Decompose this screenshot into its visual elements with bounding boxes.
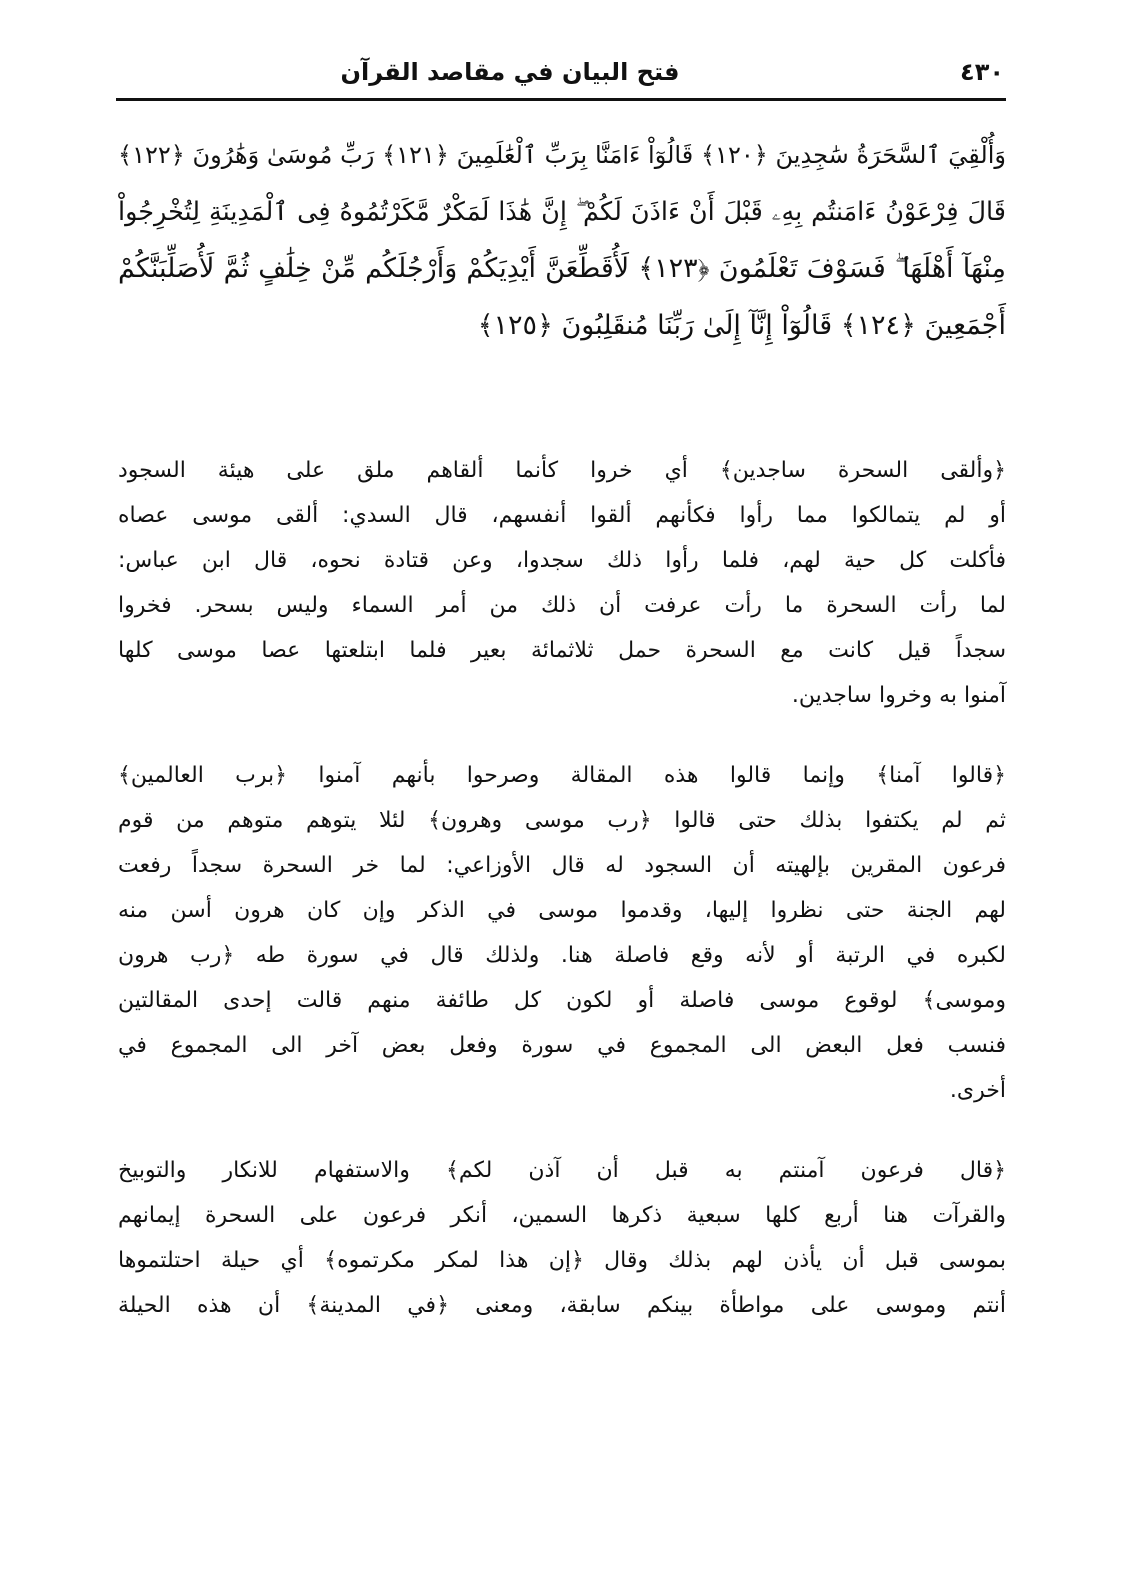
header-rule: [116, 98, 1006, 101]
page-number: ٤٣٠: [960, 58, 1004, 86]
text-line: لهم الجنة حتى نظروا إليها، وقدموا موسى في الذكر وإن كان هرون أسن منه: [118, 898, 1006, 923]
text-line: ﴿قال فرعون آمنتم به قبل أن آذن لكم﴾ والاستفهام للانكار والتوبيخ: [118, 1158, 1006, 1183]
verse-line: مِنْهَآ أَهْلَهَا ۖ فَسَوْفَ تَعْلَمُونَ ﴿١٢٣﴾ لَأُقَطِّعَنَّ أَيْدِيَكُمْ وَأَرْجُلَكُم مِّنْ خِلَٰفٍ ثُمَّ لَأُصَلِّبَنَّكُمْ: [118, 253, 1006, 284]
text-line: فأكلت كل حية لهم، فلما رأوا ذلك سجدوا، وعن قتادة نحوه، قال ابن عباس:: [118, 548, 1006, 573]
text-line: وموسى﴾ لوقوع موسى فاصلة أو لكون كل طائفة منهم قالت إحدى المقالتين: [118, 988, 1006, 1013]
text-line: والقرآت هنا أربع كلها سبعية ذكرها السمين، أنكر فرعون على السحرة إيمانهم: [118, 1203, 1006, 1228]
text-line: سجداً قيل كانت مع السحرة حمل ثلاثمائة بعير فلما ابتلعتها عصا موسى كلها: [118, 638, 1006, 663]
text-line: أنتم وموسى على مواطأة بينكم سابقة، ومعنى ﴿في المدينة﴾ أن هذه الحيلة: [118, 1293, 1006, 1318]
running-title: فتح البيان في مقاصد القرآن: [340, 58, 680, 86]
text-line: ﴿قالوا آمنا﴾ وإنما قالوا هذه المقالة وصرحوا بأنهم آمنوا ﴿برب العالمين﴾: [118, 763, 1006, 788]
text-line: أو لم يتمالكوا مما رأوا فكأنهم ألقوا أنفسهم، قال السدي: ألقى موسى عصاه: [118, 503, 1006, 528]
text-line: لكبره في الرتبة أو لأنه وقع فاصلة هنا. ولذلك قال في سورة طه ﴿رب هرون: [118, 943, 1006, 968]
text-line: ﴿وألقى السحرة ساجدين﴾ أي خروا كأنما ألقاهم ملق على هيئة السجود: [118, 458, 1006, 483]
verse-line: أَجْمَعِينَ ﴿١٢٤﴾ قَالُوٓاْ إِنَّآ إِلَىٰ رَبِّنَا مُنقَلِبُونَ ﴿١٢٥﴾: [477, 310, 1006, 341]
text-line: فنسب فعل البعض الى المجموع في سورة وفعل بعض آخر الى المجموع في: [118, 1033, 1006, 1058]
text-line: أخرى.: [949, 1078, 1006, 1103]
text-line: فرعون المقرين بإلهيته أن السجود له قال الأوزاعي: لما خر السحرة سجداً رفعت: [118, 853, 1006, 878]
text-line: بموسى قبل أن يأذن لهم بذلك وقال ﴿إن هذا لمكر مكرتموه﴾ أي حيلة احتلتموها: [118, 1248, 1006, 1273]
text-line: لما رأت السحرة ما رأت عرفت أن ذلك من أمر السماء وليس بسحر. فخروا: [118, 593, 1006, 618]
text-line: آمنوا به وخروا ساجدين.: [791, 683, 1006, 708]
verse-line: قَالَ فِرْعَوْنُ ءَامَنتُم بِهِۦ قَبْلَ أَنْ ءَاذَنَ لَكُمْ ۖ إِنَّ هَٰذَا لَمَكْرٌ مَّكَرْتُمُوهُ فِى ٱلْمَدِينَةِ لِتُخْرِجُواْ: [118, 197, 1006, 227]
text-line: ثم لم يكتفوا بذلك حتى قالوا ﴿رب موسى وهرون﴾ لئلا يتوهم متوهم من قوم: [118, 808, 1006, 833]
verse-line: وَأُلْقِيَ ٱلسَّحَرَةُ سَٰجِدِينَ ﴿١٢٠﴾ قَالُوٓاْ ءَامَنَّا بِرَبِّ ٱلْعَٰلَمِينَ ﴿١٢١﴾ رَبِّ مُوسَىٰ وَهَٰرُونَ ﴿١٢٢﴾: [118, 141, 1006, 169]
